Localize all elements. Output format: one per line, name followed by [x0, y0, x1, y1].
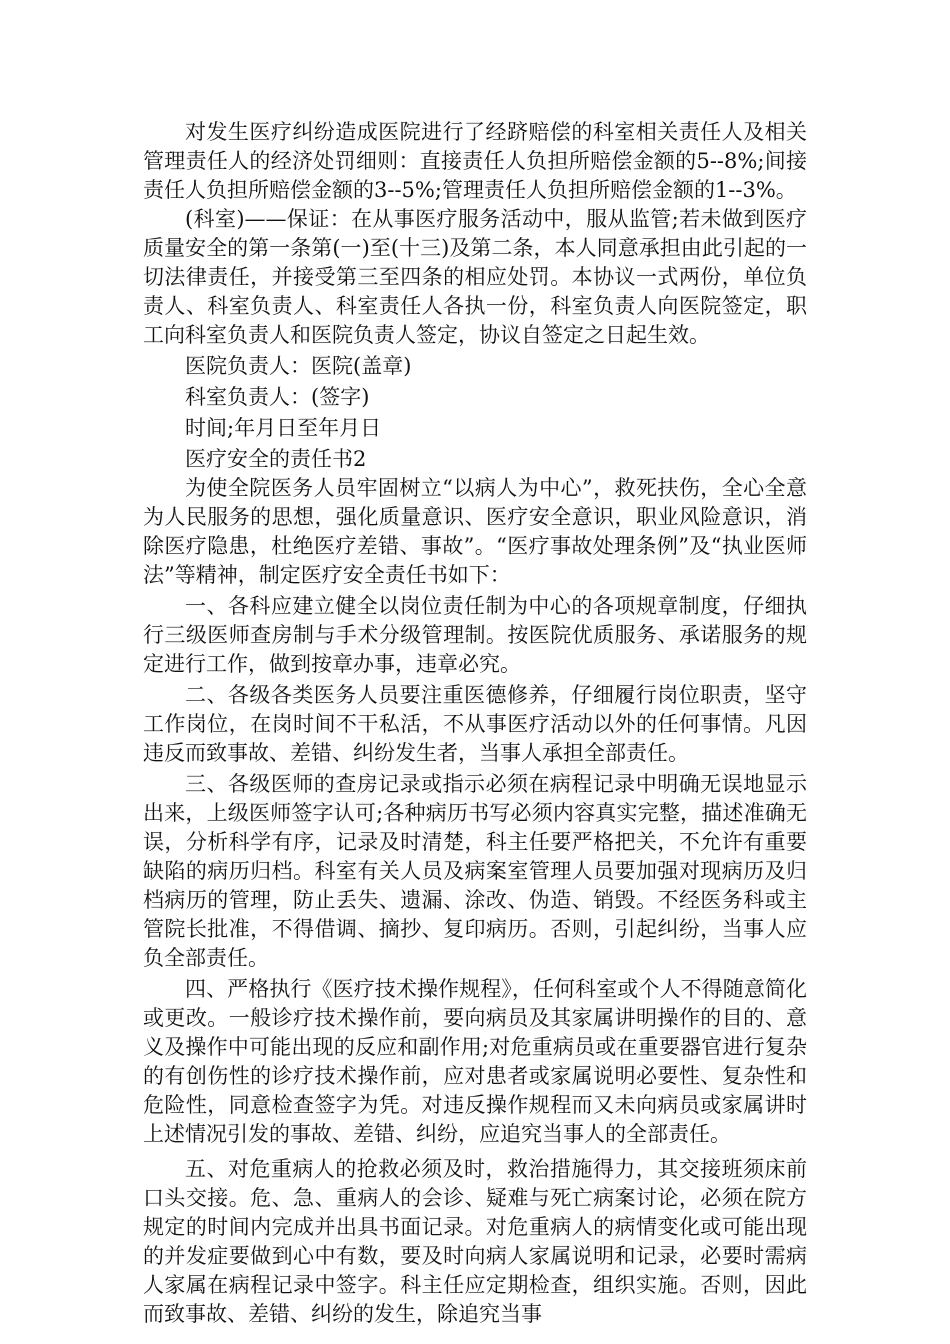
- document-body: [143, 118, 807, 1329]
- paragraph-item-5: 五、对危重病人的抢救必须及时，救治措施得力，其交接班须床前口头交接。危、急、重病人的会诊、疑难与死亡病案讨论，必须在院方规定的时间内完成并出具书面记录。对危重病人的病情变化或可能出现的并发症要做到心中有数，要及时向病人家属说明和记录，必要时需病人家属在病程记录中签字。科主任应定期检查，组织实施。否则，因此而致事故、差错、纠纷的发生，除追究当事: [143, 1157, 807, 1326]
- paragraph-item-4: 四、严格执行《医疗技术操作规程》，任何科室或个人不得随意简化或更改。一般诊疗技术操作前，要向病员及其家属讲明操作的目的、意义及操作中可能出现的反应和副作用;对危重病员或在重要器官进行复杂的有创伤性的诊疗技术操作前，应对患者或家属说明必要性、复杂性和危险性，同意检查签字为凭。对违反操作规程而又未向病员或家属讲时上述情况引发的事故、差错、纠纷，应追究当事人的全部责任。: [143, 977, 807, 1146]
- signature-department: 科室负责人：(签字): [185, 385, 370, 409]
- paragraph-penalty-rules: 对发生医疗纠纷造成医院进行了经跻赔偿的科室相关责任人及相关管理责任人的经济处罚细则：直接责任人负担所赔偿金额的5--8%;间接责任人负担所赔偿金额的3--5%;管理责任人负担所赔偿金额的1--3%。: [143, 120, 807, 202]
- paragraph-intro: 为使全院医务人员牢固树立“以病人为中心”，救死扶伤，全心全意为人民服务的思想，强化质量意识、医疗安全意识，职业风险意识，消除医疗隐患，杜绝医疗差错、事故”。“医疗事故处理条例”及“执业医师法”等精神，制定医疗安全责任书如下：: [143, 476, 807, 587]
- paragraph-item-1: 一、各科应建立健全以岗位责任制为中心的各项规章制度，仔细执行三级医师查房制与手术分级管理制。按医院优质服务、承诺服务的规定进行工作，做到按章办事，违章必究。: [143, 594, 807, 676]
- paragraph-guarantee: (科室)——保证：在从事医疗服务活动中，服从监管;若未做到医疗质量安全的第一条第(一)至(十三)及第二条，本人同意承担由此引起的一切法律责任，并接受第三至四条的相应处罚。本协议一式两份，单位负责人、科室负责人、科室责任人各执一份，科室负责人向医院签定，职工向科室负责人和医院负责人签定，协议自签定之日起生效。: [143, 207, 807, 347]
- signature-hospital: 医院负责人：医院(盖章): [185, 354, 412, 378]
- paragraph-item-3: 三、各级医师的查房记录或指示必须在病程记录中明确无误地显示出来，上级医师签字认可;各种病历书写必须内容真实完整，描述准确无误，分析科学有序，记录及时清楚，科主任要严格把关，不允许有重要缺陷的病历归档。科室有关人员及病案室管理人员要加强对现病历及归档病历的管理，防止丢失、遗漏、涂改、伪造、销毁。不经医务科或主管院长批准，不得借调、摘抄、复印病历。否则，引起纠纷，当事人应负全部责任。: [143, 772, 807, 970]
- signature-time: 时间;年月日至年月日: [185, 416, 382, 440]
- section-title: 医疗安全的责任书2: [185, 447, 367, 471]
- paragraph-item-2: 二、各级各类医务人员要注重医德修养，仔细履行岗位职责，坚守工作岗位，在岗时间不干私活，不从事医疗活动以外的任何事情。凡因违反而致事故、差错、纠纷发生者，当事人承担全部责任。: [143, 683, 807, 765]
